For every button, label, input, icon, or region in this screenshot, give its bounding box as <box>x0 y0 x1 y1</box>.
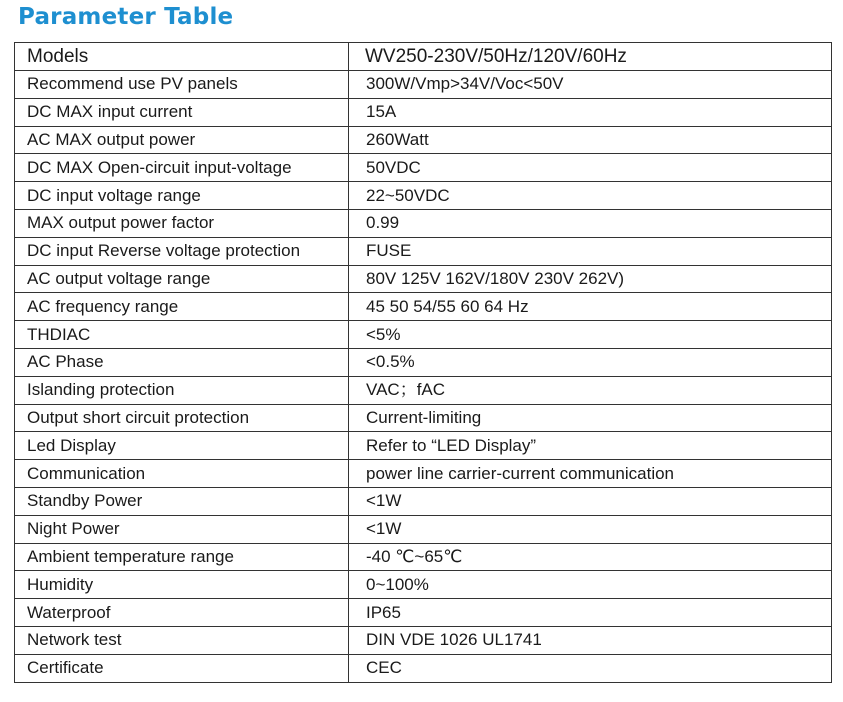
row-value: FUSE <box>349 237 832 265</box>
row-label: AC output voltage range <box>15 265 349 293</box>
row-label: Standby Power <box>15 487 349 515</box>
row-value: 45 50 54/55 60 64 Hz <box>349 293 832 321</box>
row-label: Islanding protection <box>15 376 349 404</box>
row-label: DC input voltage range <box>15 182 349 210</box>
table-row <box>15 460 832 488</box>
table-row <box>15 487 832 515</box>
row-label: Humidity <box>15 571 349 599</box>
row-value: 50VDC <box>349 154 832 182</box>
row-label: AC Phase <box>15 348 349 376</box>
row-label: Certificate <box>15 654 349 682</box>
table-row <box>15 543 832 571</box>
table-row <box>15 71 832 99</box>
row-value: 0~100% <box>349 571 832 599</box>
row-label: Led Display <box>15 432 349 460</box>
row-value: 260Watt <box>349 126 832 154</box>
row-label: Output short circuit protection <box>15 404 349 432</box>
table-row <box>15 293 832 321</box>
table-row <box>15 432 832 460</box>
table-row <box>15 376 832 404</box>
row-label: Network test <box>15 626 349 654</box>
row-value: Refer to “LED Display” <box>349 432 832 460</box>
table-row <box>15 209 832 237</box>
row-value: 80V 125V 162V/180V 230V 262V) <box>349 265 832 293</box>
row-value: VAC；fAC <box>349 376 832 404</box>
header-label: Models <box>15 43 349 71</box>
row-label: Communication <box>15 460 349 488</box>
header-value: WV250-230V/50Hz/120V/60Hz <box>349 43 832 71</box>
row-label: Ambient temperature range <box>15 543 349 571</box>
row-value: 22~50VDC <box>349 182 832 210</box>
row-value: DIN VDE 1026 UL1741 <box>349 626 832 654</box>
row-value: Current-limiting <box>349 404 832 432</box>
row-label: Night Power <box>15 515 349 543</box>
table-row <box>15 182 832 210</box>
row-label: Waterproof <box>15 599 349 627</box>
row-label: AC MAX output power <box>15 126 349 154</box>
row-value: CEC <box>349 654 832 682</box>
table-header-row <box>15 43 832 71</box>
table-row <box>15 321 832 349</box>
table-row <box>15 126 832 154</box>
row-value: -40 ℃~65℃ <box>349 543 832 571</box>
row-label: DC input Reverse voltage protection <box>15 237 349 265</box>
table-row <box>15 237 832 265</box>
table-row <box>15 626 832 654</box>
row-value: IP65 <box>349 599 832 627</box>
table-row <box>15 404 832 432</box>
row-value: <1W <box>349 487 832 515</box>
table-row <box>15 515 832 543</box>
row-value: 300W/Vmp>34V/Voc<50V <box>349 71 832 99</box>
row-value: 0.99 <box>349 209 832 237</box>
table-row <box>15 599 832 627</box>
parameter-table <box>14 42 832 683</box>
row-label: THDIAC <box>15 321 349 349</box>
row-value: power line carrier-current communication <box>349 460 832 488</box>
page-title: Parameter Table <box>18 4 234 30</box>
row-value: <1W <box>349 515 832 543</box>
row-value: <5% <box>349 321 832 349</box>
table-row <box>15 654 832 682</box>
table-row <box>15 265 832 293</box>
row-value: 15A <box>349 98 832 126</box>
row-label: DC MAX input current <box>15 98 349 126</box>
table-row <box>15 98 832 126</box>
table-row <box>15 348 832 376</box>
row-value: <0.5% <box>349 348 832 376</box>
table-row <box>15 154 832 182</box>
row-label: Recommend use PV panels <box>15 71 349 99</box>
row-label: MAX output power factor <box>15 209 349 237</box>
row-label: DC MAX Open-circuit input-voltage <box>15 154 349 182</box>
table-row <box>15 571 832 599</box>
row-label: AC frequency range <box>15 293 349 321</box>
